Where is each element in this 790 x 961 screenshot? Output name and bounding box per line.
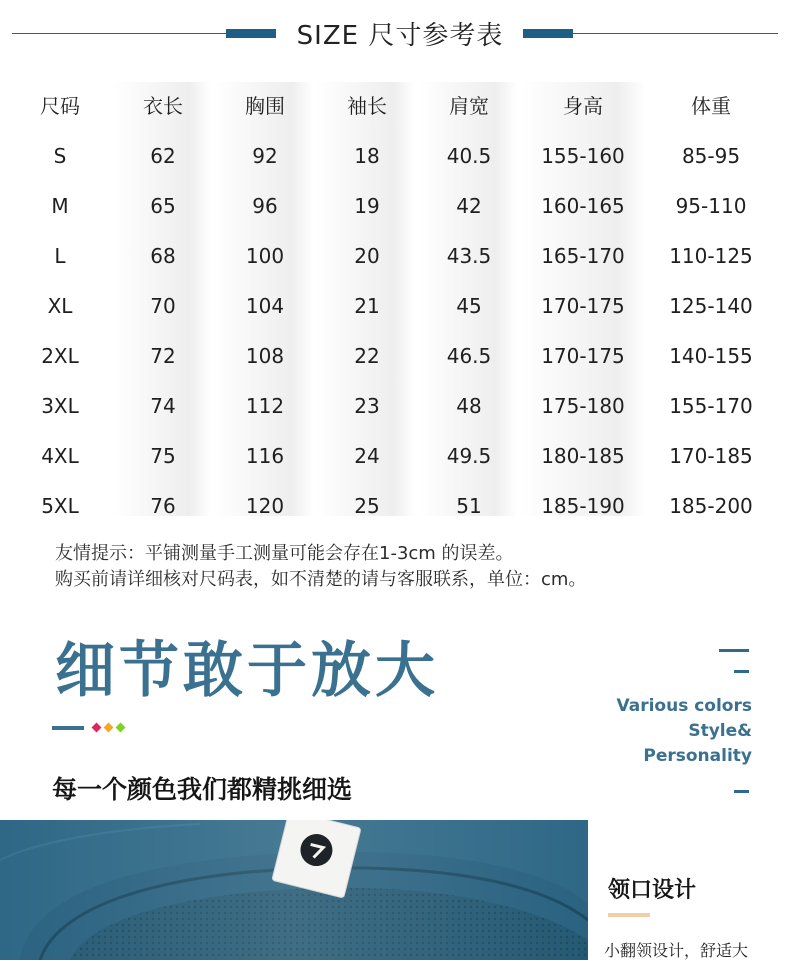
table-cell: 110-125 [669,244,753,268]
table-cell: 92 [252,144,278,168]
table-row [8,136,782,176]
table-cell: 3XL [41,394,79,418]
table-cell: 2XL [41,344,79,368]
table-cell: 175-180 [541,394,625,418]
column-header: 袖长 [347,94,387,118]
table-cell: 21 [354,294,380,318]
tagline-line-1: Various colors [616,696,752,716]
table-cell: 70 [150,294,176,318]
column-header: 肩宽 [449,94,489,118]
heading-accent-bar [52,726,84,730]
column-header: 身高 [563,94,603,118]
table-cell: 170-185 [669,444,753,468]
table-cell: 85-95 [681,144,741,168]
table-cell: 100 [245,244,285,268]
right-accent-bar-2 [734,670,749,673]
table-cell: 62 [150,144,176,168]
table-cell: 42 [456,194,482,218]
table-cell: 25 [354,494,380,518]
feature-description: 小翻领设计，舒适大 [604,941,749,960]
color-subtitle: 每一个颜色我们都精挑细选 [52,775,353,804]
table-cell: 160-165 [541,194,625,218]
collar-photo [0,820,588,960]
purchase-note: 购买前请详细核对尺码表，如不清楚的请与客服联系，单位：cm。 [55,569,587,590]
table-cell: 40.5 [446,144,492,168]
table-cell: 76 [150,494,176,518]
table-cell: 4XL [41,444,79,468]
table-cell: 20 [354,244,380,268]
table-cell: 48 [456,394,482,418]
table-cell: 5XL [41,494,79,518]
table-cell: 43.5 [446,244,492,268]
column-header: 尺码 [40,94,80,118]
header-rule-right [573,33,778,34]
table-cell: 170-175 [541,294,625,318]
header-accent-right [523,29,573,38]
right-accent-bar-1 [719,649,749,652]
table-cell: 51 [456,494,482,518]
table-cell: 68 [150,244,176,268]
color-dot-pink [92,723,102,733]
feature-title: 领口设计 [608,878,697,903]
column-header: 体重 [691,94,731,118]
table-cell: 155-160 [541,144,625,168]
tagline-line-3: Personality [643,746,752,766]
table-row [8,436,782,476]
collar-illustration [0,820,588,960]
table-cell: 170-175 [541,344,625,368]
table-row [8,336,782,376]
table-cell: 23 [354,394,380,418]
table-cell: 140-155 [669,344,753,368]
table-cell: 65 [150,194,176,218]
table-cell: 108 [245,344,285,368]
table-cell: 72 [150,344,176,368]
table-cell: 75 [150,444,176,468]
table-cell: 49.5 [446,444,492,468]
feature-accent-bar [608,913,650,917]
tagline-line-2: Style& [688,721,752,741]
table-cell: 120 [245,494,285,518]
table-row [8,186,782,226]
table-cell: 185-190 [541,494,625,518]
table-cell: 112 [245,394,285,418]
table-cell: 180-185 [541,444,625,468]
table-cell: 46.5 [446,344,492,368]
detail-heading: 细节敢于放大 [55,636,439,706]
right-accent-bar-3 [734,790,749,793]
table-row [8,386,782,426]
table-cell: 165-170 [541,244,625,268]
header-rule-left [12,33,226,34]
column-header: 衣长 [143,94,183,118]
table-cell: XL [47,294,73,318]
column-header: 胸围 [245,94,285,118]
table-cell: L [54,244,66,268]
table-cell: 18 [354,144,380,168]
table-cell: 125-140 [669,294,753,318]
table-cell: S [53,144,67,168]
color-dot-green [116,723,126,733]
table-cell: M [51,194,69,218]
table-cell: 104 [245,294,285,318]
table-cell: 22 [354,344,380,368]
page-title: SIZE 尺寸参考表 [296,21,504,51]
table-row [8,236,782,276]
table-cell: 185-200 [669,494,753,518]
table-row [8,286,782,326]
table-row [8,486,782,526]
table-cell: 74 [150,394,176,418]
table-cell: 19 [354,194,380,218]
table-header-row [8,86,782,126]
measurement-tip: 友情提示：平铺测量手工测量可能会存在1-3cm 的误差。 [55,543,514,564]
table-cell: 45 [456,294,482,318]
color-dot-orange [104,723,114,733]
table-cell: 96 [252,194,278,218]
table-cell: 155-170 [669,394,753,418]
header-accent-left [226,29,276,38]
table-cell: 95-110 [675,194,747,218]
table-cell: 116 [245,444,285,468]
table-cell: 24 [354,444,380,468]
size-table [8,82,782,516]
